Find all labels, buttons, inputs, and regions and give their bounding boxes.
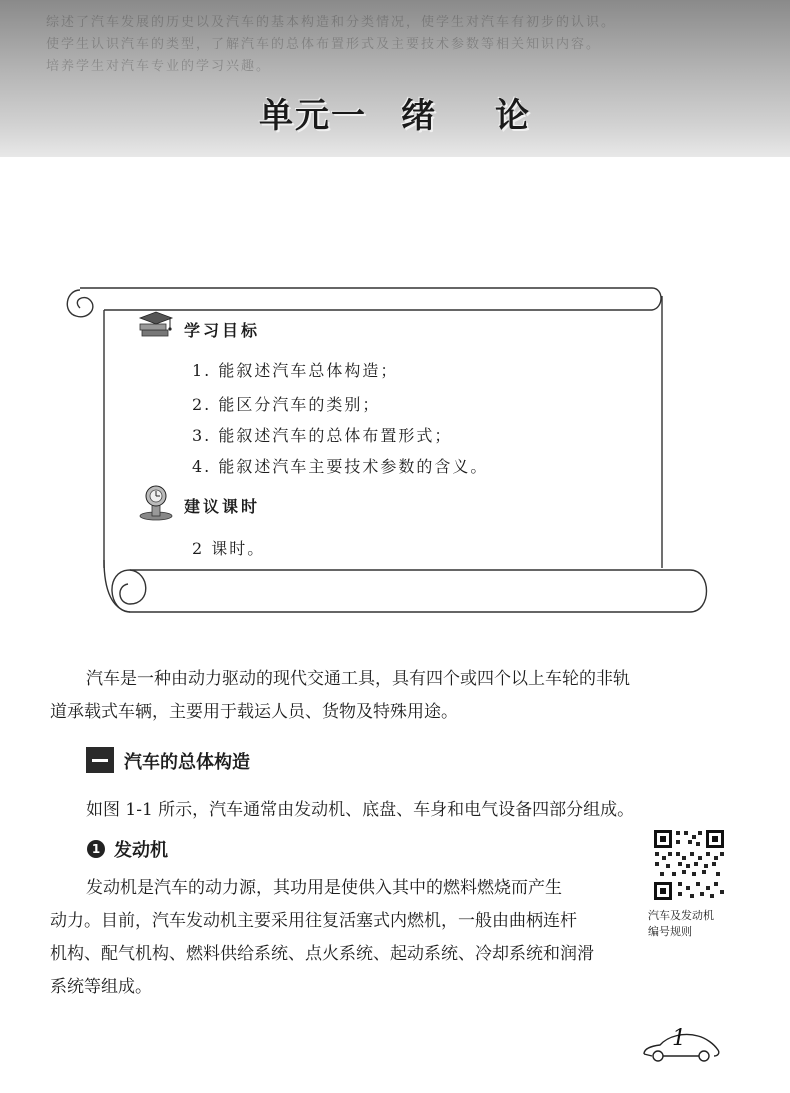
intro-line-2: 道承载式车辆，主要用于载运人员、货物及特殊用途。	[50, 702, 458, 722]
engine-line-1: 发动机是汽车的动力源，其功用是使供入其中的燃料燃烧而产生	[86, 878, 562, 898]
section-number-box	[86, 747, 114, 773]
alarm-clock-icon	[136, 482, 176, 522]
section-paragraph: 如图 1-1 所示，汽车通常由发动机、底盘、车身和电气设备四部分组成。	[86, 800, 635, 820]
header-background-text: 综述了汽车发展的历史以及汽车的基本构造和分类情况，使学生对汽车有初步的认识。 使学生认识汽车的类型，了解汽车的总体布置形式及主要技术参数等相关知识内容。 培养学生对汽车专业的学习兴趣。	[46, 15, 617, 74]
subsection-number: 1	[87, 840, 105, 858]
unit-label: 单元一	[259, 96, 367, 136]
goal-item: 1. 能叙述汽车总体构造；	[192, 361, 399, 380]
title-char-1: 绪	[401, 96, 437, 136]
goals-heading: 学习目标	[184, 321, 261, 340]
qr-caption: 汽车及发动机 编号规则	[648, 909, 714, 938]
hours-heading: 建议课时	[184, 497, 261, 516]
section-title: 汽车的总体构造	[124, 752, 250, 773]
engine-line-3: 机构、配气机构、燃料供给系统、点火系统、起动系统、冷却系统和润滑	[50, 944, 594, 964]
intro-line-1: 汽车是一种由动力驱动的现代交通工具，具有四个或四个以上车轮的非轨	[86, 669, 630, 689]
section-number-mark	[92, 759, 108, 762]
qr-code-icon[interactable]	[652, 828, 726, 902]
goal-item: 3. 能叙述汽车的总体布置形式；	[192, 426, 453, 445]
title-char-2: 论	[495, 96, 531, 136]
goal-item: 2. 能区分汽车的类别；	[192, 395, 381, 414]
goal-item: 4. 能叙述汽车主要技术参数的含义。	[192, 457, 489, 476]
subsection-title: 发动机	[114, 840, 168, 861]
engine-line-2: 动力。目前，汽车发动机主要采用往复活塞式内燃机，一般由曲柄连杆	[50, 911, 577, 931]
engine-line-4: 系统等组成。	[50, 977, 152, 997]
hours-value: 2 课时。	[192, 539, 266, 558]
graduation-cap-books-icon	[136, 308, 176, 344]
page-number: 1	[672, 1026, 686, 1051]
